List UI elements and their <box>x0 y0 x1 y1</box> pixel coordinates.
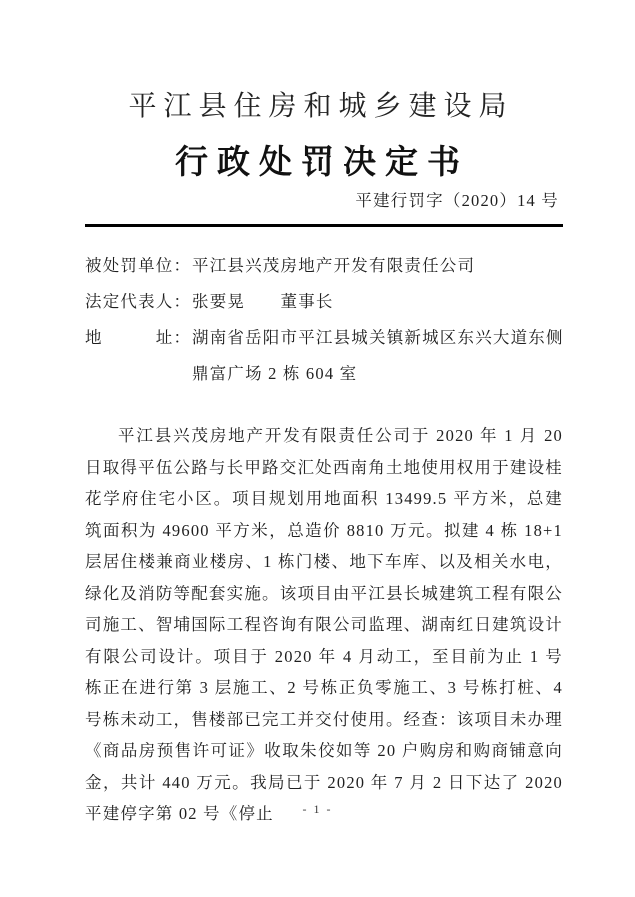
address-label-spacer <box>85 356 192 392</box>
page-number: - 1 - <box>302 802 333 816</box>
document-title: 行政处罚决定书 <box>175 145 469 181</box>
info-row-address <box>85 320 565 356</box>
legal-representative-value: 张要晃 董事长 <box>192 292 334 311</box>
penalized-unit-label: 被处罚单位： <box>85 256 192 275</box>
agency-name-heading: 平江县住房和城乡建设局 <box>128 91 514 122</box>
decision-body-paragraph: 平江县兴茂房地产开发有限责任公司于 2020 年 1 月 20 日取得平伍公路与长甲路交汇处西南角土地使用权用于建设桂花学府住宅小区。项目规划用地面积 13499.5 平方米，总建筑面积为 49600 平方米，总造价 8810 万元。拟建 4 栋 18+1 层居住楼兼商业楼房、1 栋门楼、地下车库、以及相关水电，绿化及消防等配套实施。该项目由平江县长城建筑工程有限公司施工、智埔国际工程咨询有限公司监理、湖南红日建筑设计有限公司设计。项目于 2020 年 4 月动工，至目前为止 1 号栋正在进行第 3 层施工、2 号栋正负零施工、3 号栋打桩、4 号栋未动工，售楼部已完工并交付使用。经查：该项目未办理《商品房预售许可证》收取朱佼如等 20 户购房和购商铺意向金，共计 440 万元。我局已于 2020 年 7 月 2 日下达了 2020 平建停字第 02 号《停止 <box>85 426 563 823</box>
recipient-info-block <box>85 248 565 392</box>
header-divider-rule <box>85 224 563 227</box>
address-label: 地 址： <box>85 328 192 347</box>
document-reference-number: 平建行罚字（2020）14 号 <box>355 191 559 210</box>
info-row-address-continued <box>85 356 565 392</box>
info-row-penalized-unit <box>85 248 565 284</box>
penalized-unit-value: 平江县兴茂房地产开发有限责任公司 <box>192 256 476 275</box>
address-value-line1: 湖南省岳阳市平江县城关镇新城区东兴大道东侧 <box>192 328 564 347</box>
address-value-line2: 鼎富广场 2 栋 604 室 <box>192 364 358 383</box>
legal-representative-label: 法定代表人： <box>85 292 192 311</box>
info-row-legal-representative <box>85 284 565 320</box>
